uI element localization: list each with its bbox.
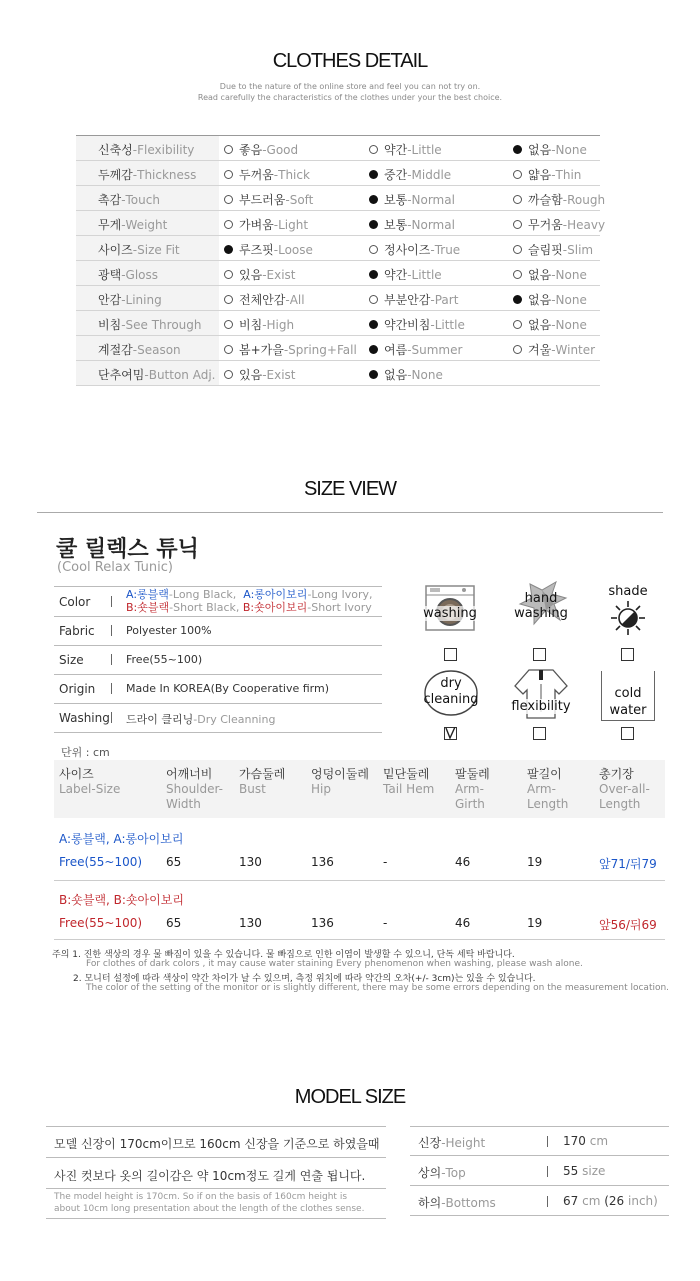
filled-circle-icon bbox=[513, 295, 522, 304]
detail-row-label: 신축성-Flexibility bbox=[98, 143, 195, 157]
care-label-hand-washing: hand washing bbox=[514, 591, 568, 621]
group-b-title: B:숏블랙, B:숏아이보리 bbox=[59, 893, 184, 907]
model-note-1: 모델 신장이 170cm이므로 160cm 신장을 기준으로 하였을때 bbox=[46, 1126, 386, 1158]
filled-circle-icon bbox=[513, 145, 522, 154]
detail-option: 부분안감-Part bbox=[369, 291, 458, 308]
detail-option: 정사이즈-True bbox=[369, 241, 460, 258]
size-view-divider bbox=[37, 512, 663, 513]
detail-row-label: 단추여밈-Button Adj. bbox=[98, 368, 216, 382]
detail-option: 부드러움-Soft bbox=[224, 191, 313, 208]
product-name: 쿨 릴렉스 튜닉 bbox=[56, 537, 199, 562]
detail-option: 없음-None bbox=[513, 141, 587, 158]
care-label-shade: shade bbox=[608, 584, 648, 599]
filled-circle-icon bbox=[369, 345, 378, 354]
info-row-size: Size Free(55~100) bbox=[54, 646, 382, 675]
empty-circle-icon bbox=[369, 145, 378, 154]
empty-circle-icon bbox=[513, 170, 522, 179]
info-color-key: Color bbox=[59, 595, 91, 609]
detail-option: 있음-Exist bbox=[224, 266, 296, 283]
detail-option: 여름-Summer bbox=[369, 341, 462, 358]
empty-circle-icon bbox=[369, 245, 378, 254]
empty-circle-icon bbox=[224, 295, 233, 304]
detail-option: 약간비침-Little bbox=[369, 316, 465, 333]
detail-option: 없음-None bbox=[513, 266, 587, 283]
size-header-cell: 총기장 Over-all- Length bbox=[599, 767, 650, 811]
detail-row bbox=[76, 136, 600, 161]
detail-row bbox=[76, 311, 600, 336]
filled-circle-icon bbox=[369, 195, 378, 204]
size-cell: 앞71/뒤79 bbox=[599, 857, 657, 871]
empty-circle-icon bbox=[224, 270, 233, 279]
size-cell: 앞56/뒤69 bbox=[599, 918, 657, 932]
size-header-cell: 엉덩이둘레 Hip bbox=[311, 767, 369, 796]
group-divider bbox=[54, 880, 665, 881]
model-height-row: 신장-Height 170 cm bbox=[410, 1126, 669, 1156]
filled-circle-icon bbox=[224, 245, 233, 254]
filled-circle-icon bbox=[369, 370, 378, 379]
size-header-cell: 팔길이 Arm- Length bbox=[527, 767, 569, 811]
empty-circle-icon bbox=[224, 145, 233, 154]
note-1-ko: 주의 1. 진한 색상의 경우 물 빠짐이 있을 수 있습니다. 물 빠짐으로 인한 이염이 발생할 수 있으니, 단독 세탁 바랍니다. bbox=[52, 950, 515, 960]
detail-row-label: 광택-Gloss bbox=[98, 268, 158, 282]
detail-option: 두꺼움-Thick bbox=[224, 166, 310, 183]
empty-circle-icon bbox=[224, 320, 233, 329]
empty-circle-icon bbox=[513, 320, 522, 329]
size-cell: 19 bbox=[527, 855, 543, 869]
product-name-en: (Cool Relax Tunic) bbox=[57, 560, 173, 575]
detail-row-label: 사이즈-Size Fit bbox=[98, 243, 180, 257]
size-cell: 65 bbox=[166, 855, 182, 869]
size-cell: 136 bbox=[311, 855, 334, 869]
size-cell: Free(55~100) bbox=[59, 855, 143, 869]
detail-row bbox=[76, 361, 600, 386]
filled-circle-icon bbox=[369, 220, 378, 229]
detail-row bbox=[76, 161, 600, 186]
clothes-detail-title: CLOTHES DETAIL bbox=[272, 50, 428, 72]
model-bottoms-row: 하의-Bottoms 67 cm (26 inch) bbox=[410, 1186, 669, 1216]
model-size-title: MODEL SIZE bbox=[294, 1086, 406, 1108]
empty-circle-icon bbox=[224, 345, 233, 354]
size-header-cell: 어깨너비 Shoulder- Width bbox=[166, 767, 223, 811]
size-header-cell: 밑단둘레 Tail Hem bbox=[383, 767, 435, 796]
info-row-color bbox=[54, 586, 382, 617]
filled-circle-icon bbox=[369, 170, 378, 179]
detail-row bbox=[76, 261, 600, 286]
care-checkbox-washing[interactable] bbox=[444, 648, 457, 661]
size-cell: 65 bbox=[166, 916, 182, 930]
detail-row-label: 계절감-Season bbox=[98, 343, 181, 357]
detail-option: 약간-Little bbox=[369, 141, 442, 158]
detail-row bbox=[76, 286, 600, 311]
detail-row bbox=[76, 236, 600, 261]
detail-option: 전체안감-All bbox=[224, 291, 305, 308]
size-cell: - bbox=[383, 916, 388, 930]
detail-option: 루즈핏-Loose bbox=[224, 241, 313, 258]
size-header-cell: 가슴둘레 Bust bbox=[239, 767, 286, 796]
size-cell: 19 bbox=[527, 916, 543, 930]
detail-option: 없음-None bbox=[513, 291, 587, 308]
care-checkbox-shade[interactable] bbox=[621, 648, 634, 661]
empty-circle-icon bbox=[224, 220, 233, 229]
note-2-en: The color of the setting of the monitor or is slightly different, there may be some errors depending on the measurement location. bbox=[86, 983, 670, 993]
empty-circle-icon bbox=[513, 195, 522, 204]
model-top-row: 상의-Top 55 size bbox=[410, 1156, 669, 1186]
clothes-detail-subtitle-2: Read carefully the characteristics of the clothes under your the best choice. bbox=[197, 93, 503, 102]
detail-row-label: 안감-Lining bbox=[98, 293, 162, 307]
detail-option: 얇음-Thin bbox=[513, 166, 581, 183]
detail-option: 보통-Normal bbox=[369, 191, 455, 208]
empty-circle-icon bbox=[224, 370, 233, 379]
size-cell: Free(55~100) bbox=[59, 916, 143, 930]
care-checkbox-flexibility[interactable] bbox=[533, 727, 546, 740]
info-row-origin: Origin Made In KOREA(By Cooperative firm) bbox=[54, 675, 382, 704]
detail-option: 가벼움-Light bbox=[224, 216, 308, 233]
detail-row-label: 두께감-Thickness bbox=[98, 168, 197, 182]
detail-option: 봄+가을-Spring+Fall bbox=[224, 341, 357, 358]
detail-option: 겨울-Winter bbox=[513, 341, 595, 358]
info-separator bbox=[111, 596, 112, 607]
detail-option: 없음-None bbox=[513, 316, 587, 333]
detail-option: 좋음-Good bbox=[224, 141, 298, 158]
info-row-fabric: Fabric Polyester 100% bbox=[54, 617, 382, 646]
detail-option: 보통-Normal bbox=[369, 216, 455, 233]
care-checkbox-dry-cleaning[interactable] bbox=[444, 727, 457, 740]
detail-row bbox=[76, 336, 600, 361]
size-cell: 130 bbox=[239, 855, 262, 869]
size-header-cell: 팔둘레 Arm- Girth bbox=[455, 767, 490, 811]
note-1-en: For clothes of dark colors , it may cause water staining Every phenomenon when washing, please wash alone. bbox=[86, 959, 583, 969]
detail-option: 없음-None bbox=[369, 366, 443, 383]
empty-circle-icon bbox=[513, 270, 522, 279]
size-unit: 단위 : cm bbox=[61, 746, 110, 759]
size-cell: 136 bbox=[311, 916, 334, 930]
empty-circle-icon bbox=[369, 295, 378, 304]
model-note-en: The model height is 170cm. So if on the basis of 160cm height is about 10cm long presentation about the length of the clothes sense. bbox=[46, 1189, 386, 1219]
detail-option: 비침-High bbox=[224, 316, 294, 333]
detail-option: 중간-Middle bbox=[369, 166, 451, 183]
detail-row-label: 비침-See Through bbox=[98, 318, 202, 332]
size-cell: 46 bbox=[455, 916, 471, 930]
detail-option: 무거움-Heavy bbox=[513, 216, 605, 233]
detail-row-label: 촉감-Touch bbox=[98, 193, 160, 207]
empty-circle-icon bbox=[513, 220, 522, 229]
clothes-detail-subtitle-1: Due to the nature of the online store and feel you can not try on. bbox=[219, 82, 481, 91]
size-cell: 46 bbox=[455, 855, 471, 869]
detail-row-label: 무게-Weight bbox=[98, 218, 168, 232]
empty-circle-icon bbox=[513, 245, 522, 254]
size-view-title: SIZE VIEW bbox=[303, 478, 397, 500]
detail-option: 있음-Exist bbox=[224, 366, 296, 383]
info-row-washing: Washing 드라이 클리닝-Dry Cleanning bbox=[54, 704, 382, 733]
care-label-flexibility: flexibility bbox=[511, 699, 571, 714]
care-checkbox-hand-washing[interactable] bbox=[533, 648, 546, 661]
empty-circle-icon bbox=[224, 195, 233, 204]
size-cell: 130 bbox=[239, 916, 262, 930]
care-label-washing: washing bbox=[421, 606, 479, 621]
filled-circle-icon bbox=[369, 270, 378, 279]
detail-row bbox=[76, 186, 606, 211]
care-label-dry-cleaning: dry cleaning bbox=[423, 676, 479, 707]
detail-row bbox=[76, 211, 606, 236]
size-header-cell: 사이즈 Label-Size bbox=[59, 767, 121, 796]
detail-option: 약간-Little bbox=[369, 266, 442, 283]
care-label-cold-water: cold water bbox=[609, 686, 647, 718]
empty-circle-icon bbox=[224, 170, 233, 179]
note-2-ko: 2. 모니터 설정에 따라 색상이 약간 차이가 날 수 있으며, 측정 위치에 따라 약간의 오차(+/- 3cm)는 있을 수 있습니다. bbox=[73, 974, 536, 984]
care-checkbox-cold-water[interactable] bbox=[621, 727, 634, 740]
model-note-2: 사진 컷보다 옷의 길이감은 약 10cm정도 길게 연출 됩니다. bbox=[46, 1158, 386, 1189]
group-a-title: A:롱블랙, A:롱아이보리 bbox=[59, 832, 184, 846]
size-cell: - bbox=[383, 855, 388, 869]
detail-option: 까슬함-Rough bbox=[513, 191, 605, 208]
detail-option: 슬림핏-Slim bbox=[513, 241, 593, 258]
empty-circle-icon bbox=[513, 345, 522, 354]
filled-circle-icon bbox=[369, 320, 378, 329]
size-table-bottom-border bbox=[54, 939, 665, 940]
shade-sun-icon bbox=[610, 600, 646, 636]
info-color-value: A:롱블랙-Long Black, A:롱아이보리-Long Ivory, B:숏블랙-Short Black, B:숏아이보리-Short Ivory bbox=[126, 588, 373, 614]
